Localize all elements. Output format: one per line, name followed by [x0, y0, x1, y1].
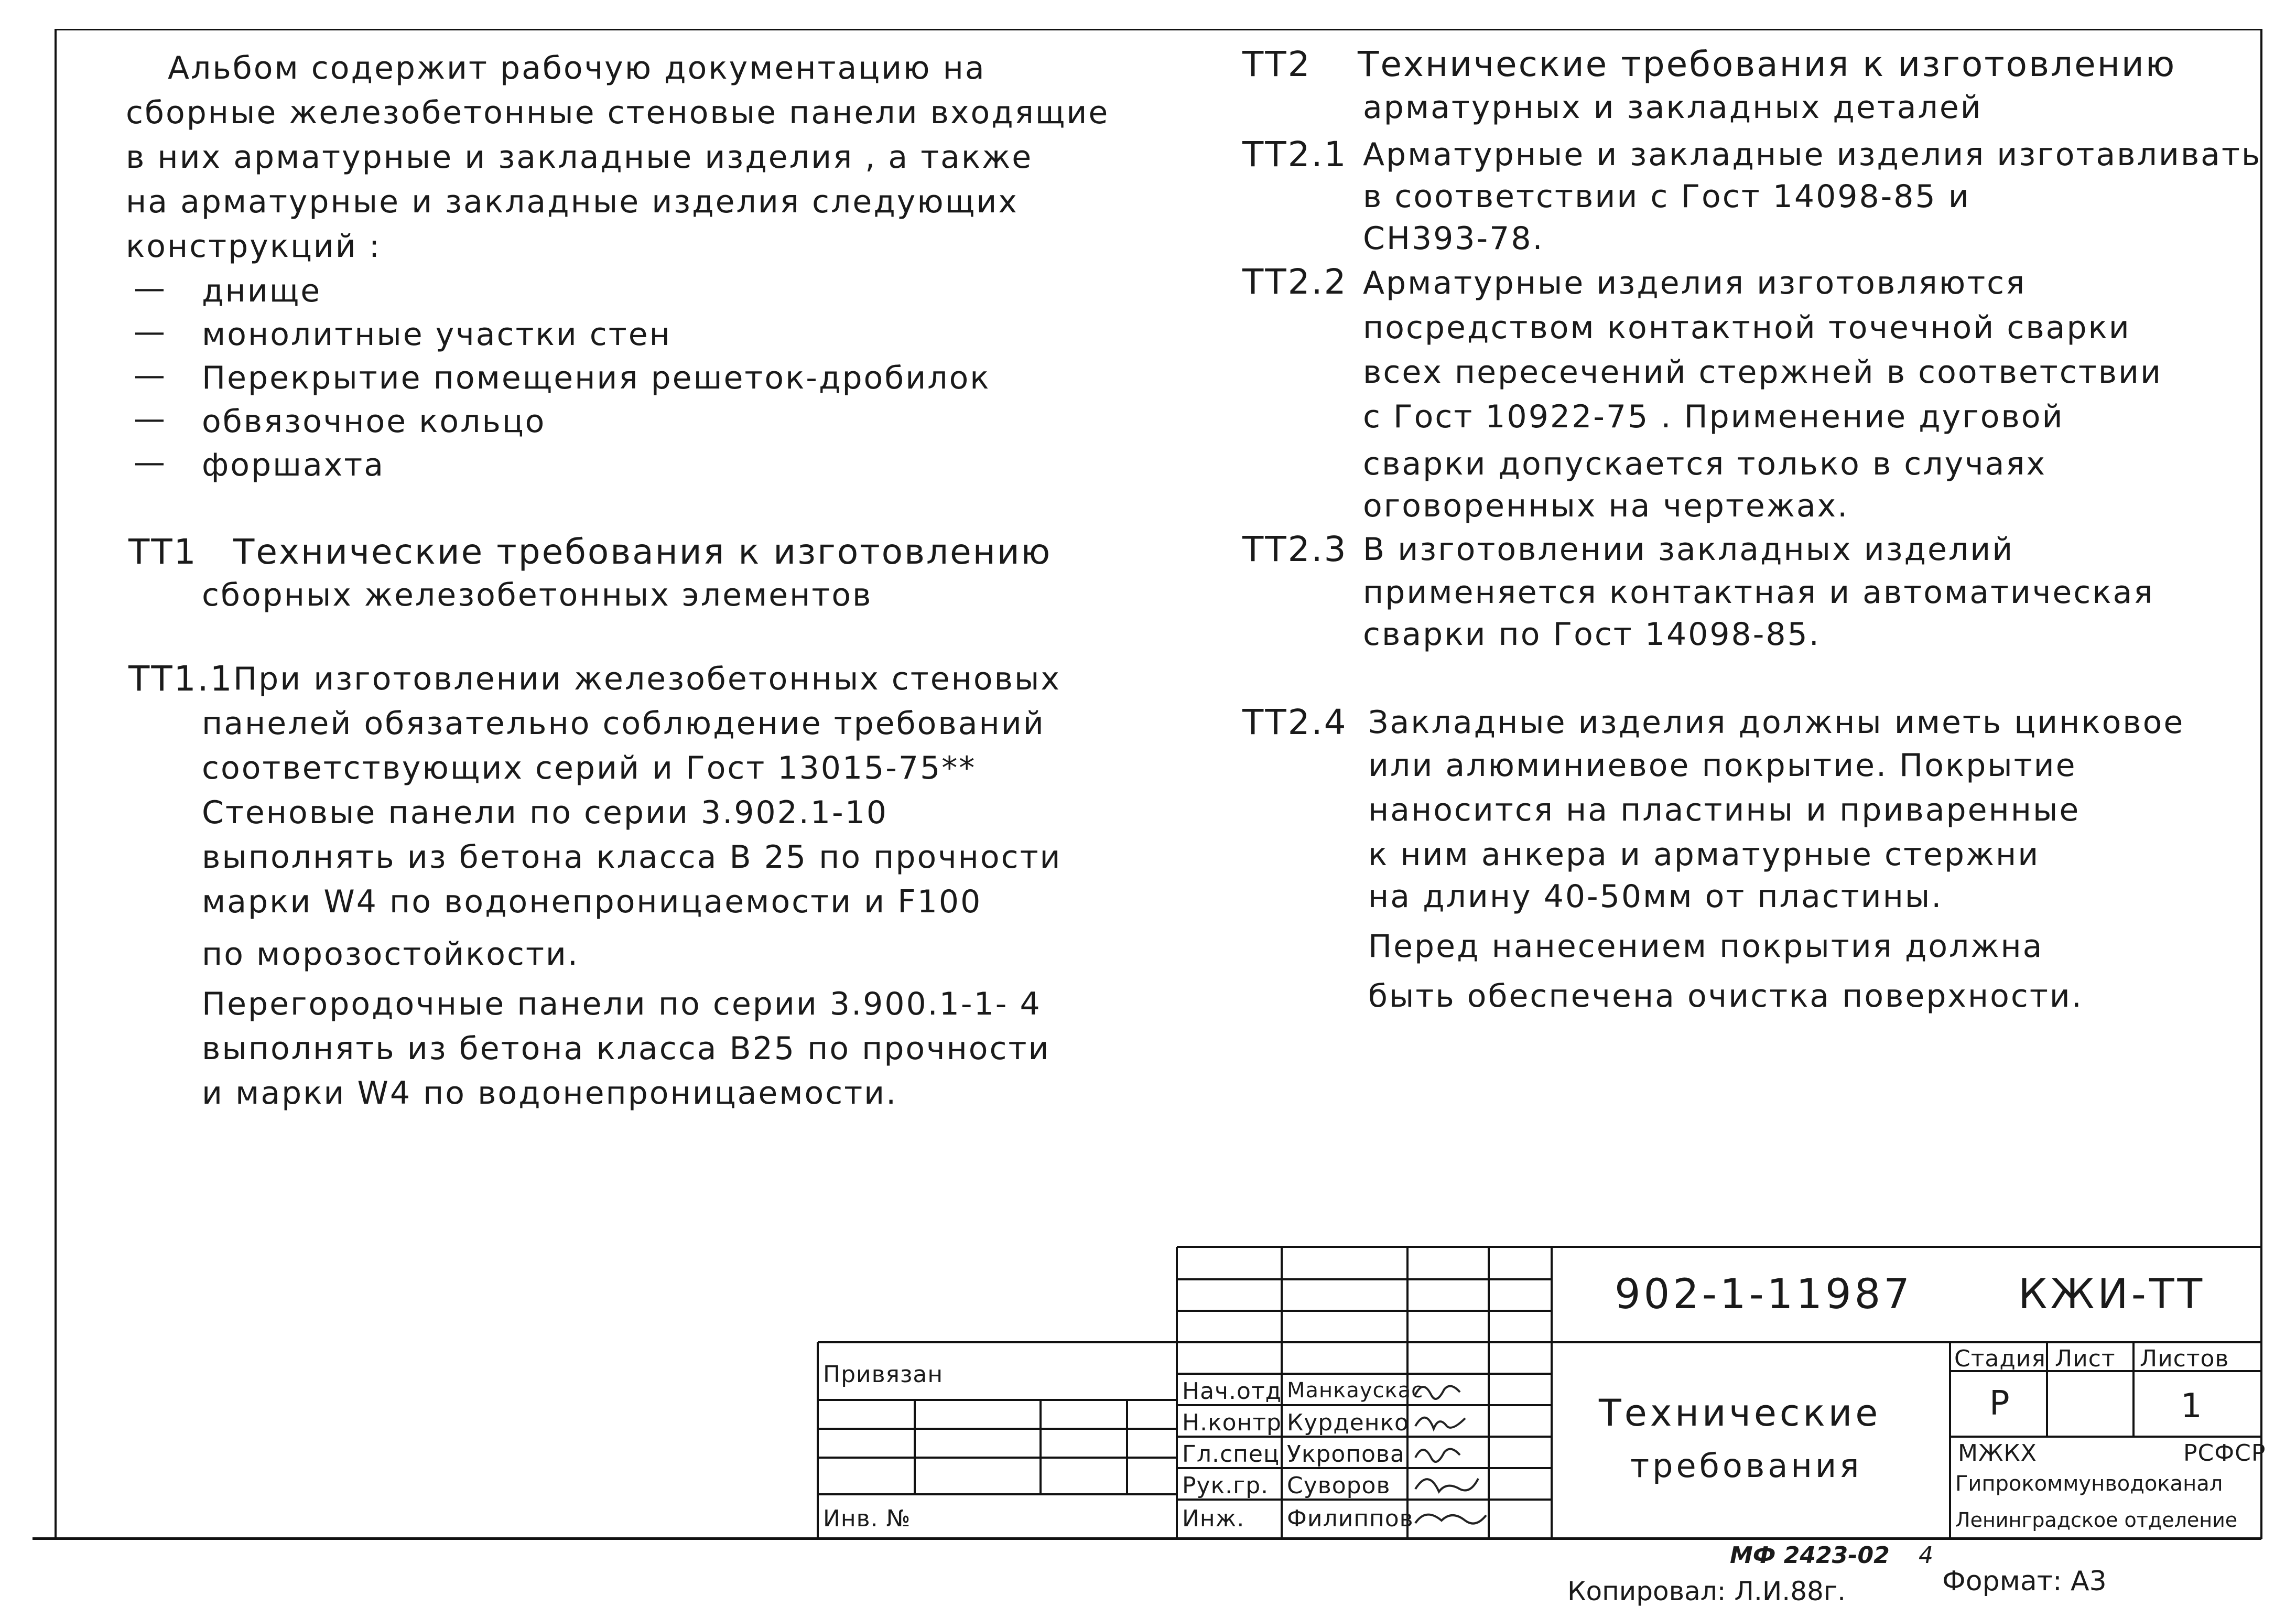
tt1-1-line: выполнять из бетона класса В25 по прочности: [202, 1030, 1050, 1067]
signer-name: Манкаускас: [1287, 1378, 1424, 1403]
bullet-dash: —: [134, 444, 167, 481]
tt1-1-line: соответствующих серий и Гост 13015-75**: [202, 750, 977, 786]
intro-line: в них арматурные и закладные изделия , а также: [126, 139, 1033, 176]
list-item: обвязочное кольцо: [202, 403, 546, 440]
tt1-1-line: панелей обязательно соблюдение требований: [202, 705, 1045, 742]
tt2-1-code: ТТ2.1: [1242, 134, 1348, 175]
tt2-3-line: применяется контактная и автоматическая: [1363, 574, 2154, 611]
tt2-4-line: быть обеспечена очистка поверхности.: [1368, 978, 2083, 1015]
privyazan-label: Привязан: [823, 1361, 944, 1388]
signer-name: Курденко: [1287, 1409, 1409, 1436]
tt2-1-line: Арматурные и закладные изделия изготавливать: [1363, 136, 2262, 173]
tt2-2-line: посредством контактной точечной сварки: [1363, 309, 2131, 346]
tt2-title: Технические требования к изготовлению: [1358, 44, 2176, 84]
stage-header: Стадия: [1954, 1345, 2046, 1372]
signer-name: Филиппов: [1287, 1505, 1414, 1532]
tt2-3-line: сварки по Гост 14098-85.: [1363, 616, 1821, 653]
tt2-2-line: всех пересечений стержней в соответствии: [1363, 354, 2163, 391]
tt2-2-line: сварки допускается только в случаях: [1363, 446, 2046, 482]
tt1-1-line: по морозостойкости.: [202, 936, 579, 973]
sheet-title: требования: [1630, 1447, 1862, 1485]
drawing-mark: КЖИ-ТТ: [2018, 1271, 2206, 1318]
tt2-4-line: к ним анкера и арматурные стержни: [1368, 836, 2040, 873]
bullet-dash: —: [134, 357, 167, 394]
tt1-1-line: Стеновые панели по серии 3.902.1-10: [202, 794, 889, 831]
intro-line: на арматурные и закладные изделия следующих: [126, 184, 1019, 220]
sheet-format: Формат: А3: [1942, 1566, 2107, 1597]
tt2-4-line: наносится на пластины и приваренные: [1368, 792, 2081, 828]
frame-bottom-border: [33, 1537, 2261, 1540]
tt2-2-line: Арматурные изделия изготовляются: [1363, 265, 2027, 301]
role-label: Инж.: [1182, 1505, 1245, 1532]
tt2-3-line: В изготовлении закладных изделий: [1363, 531, 2015, 568]
bullet-dash: —: [134, 314, 167, 350]
tt2-1-line: СН393-78.: [1363, 220, 1544, 257]
tt1-1-code: ТТ1.1: [128, 659, 234, 699]
signer-name: Укропова: [1287, 1441, 1405, 1468]
tt2-4-code: ТТ2.4: [1242, 702, 1348, 742]
tt2-4-line: или алюминиевое покрытие. Покрытие: [1368, 747, 2077, 784]
bullet-dash: —: [134, 270, 167, 307]
tt1-title: Технические требования к изготовлению: [233, 532, 1052, 572]
tt1-title: сборных железобетонных элементов: [202, 577, 873, 613]
tt2-4-line: Перед нанесением покрытия должна: [1368, 928, 2044, 965]
tt1-code: ТТ1: [128, 532, 198, 572]
org-branch: Ленинградское отделение: [1955, 1508, 2238, 1532]
list-item: днище: [202, 273, 322, 309]
tt2-2-code: ТТ2.2: [1242, 262, 1348, 302]
sheets-value: 1: [2181, 1387, 2202, 1426]
org-ministry: МЖКХ: [1958, 1440, 2037, 1467]
archive-ref-num: 4: [1919, 1542, 1933, 1569]
frame-right-border: [2260, 29, 2262, 1539]
tt2-3-code: ТТ2.3: [1242, 529, 1348, 569]
tt1-1-line: марки W4 по водонепроницаемости и F100: [202, 883, 982, 920]
role-label: Гл.спец: [1182, 1441, 1280, 1468]
org-institute: Гипрокоммунводоканал: [1955, 1472, 2223, 1496]
role-label: Нач.отд: [1182, 1378, 1282, 1405]
doc-code: 902-1-11987: [1615, 1271, 1913, 1318]
frame-left-border: [55, 29, 57, 1539]
sheet-title: Технические: [1599, 1392, 1881, 1435]
intro-line: Альбом содержит рабочую документацию на: [168, 50, 986, 87]
tt1-1-line: выполнять из бетона класса В 25 по прочности: [202, 839, 1062, 876]
intro-line: конструкций :: [126, 228, 382, 265]
tt1-1-line: и марки W4 по водонепроницаемости.: [202, 1075, 898, 1112]
signer-name: Суворов: [1287, 1472, 1391, 1499]
tt2-code: ТТ2: [1242, 44, 1312, 84]
frame-top-border: [55, 29, 2261, 30]
sheet-header: Лист: [2055, 1345, 2116, 1372]
tt2-4-line: Закладные изделия должны иметь цинковое: [1368, 704, 2185, 741]
role-label: Рук.гр.: [1182, 1472, 1269, 1499]
list-item: форшахта: [202, 447, 385, 483]
tt2-1-line: в соответствии с Гост 14098-85 и: [1363, 178, 1970, 215]
bullet-dash: —: [134, 401, 167, 437]
stage-value: Р: [1989, 1384, 2010, 1423]
tt2-title: арматурных и закладных деталей: [1363, 89, 1983, 126]
sheets-header: Листов: [2140, 1345, 2229, 1372]
org-republic: РСФСР: [2183, 1440, 2266, 1467]
tt1-1-line: При изготовлении железобетонных стеновых: [233, 661, 1061, 697]
archive-ref: МФ 2423-02: [1730, 1542, 1890, 1569]
role-label: Н.контр: [1182, 1409, 1282, 1436]
copied-by: Копировал: Л.И.88г.: [1567, 1576, 1846, 1607]
tt2-4-line: на длину 40-50мм от пластины.: [1368, 878, 1943, 915]
tt2-2-line: оговоренных на чертежах.: [1363, 488, 1849, 524]
tt2-2-line: с Гост 10922-75 . Применение дуговой: [1363, 398, 2064, 435]
list-item: Перекрытие помещения решеток-дробилок: [202, 360, 991, 396]
intro-line: сборные железобетонные стеновые панели входящие: [126, 94, 1110, 131]
list-item: монолитные участки стен: [202, 316, 672, 353]
tt1-1-line: Перегородочные панели по серии 3.900.1-1- 4: [202, 986, 1042, 1022]
inv-number-label: Инв. №: [823, 1505, 911, 1532]
